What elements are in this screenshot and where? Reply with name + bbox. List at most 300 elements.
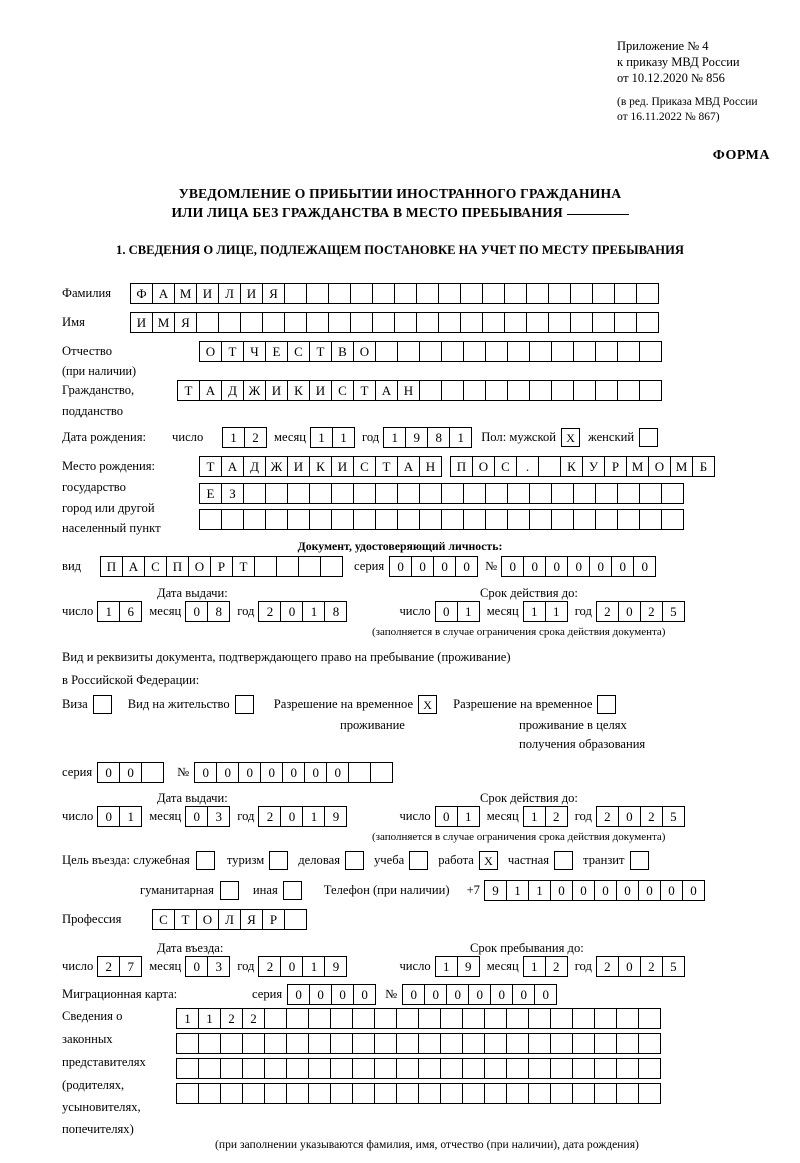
form-cell[interactable] bbox=[352, 1058, 375, 1079]
form-cell[interactable] bbox=[551, 509, 574, 530]
form-cell[interactable]: С bbox=[287, 341, 310, 362]
form-cell[interactable]: 1 bbox=[523, 956, 546, 977]
form-cell[interactable] bbox=[551, 380, 574, 401]
form-cell[interactable]: 5 bbox=[662, 601, 685, 622]
form-cell[interactable]: 5 bbox=[662, 806, 685, 827]
form-cell[interactable]: Я bbox=[262, 283, 285, 304]
form-cell[interactable] bbox=[308, 1008, 331, 1029]
purpose-work-checkbox[interactable]: X bbox=[479, 851, 498, 870]
birth-month-input[interactable] bbox=[310, 427, 354, 448]
form-cell[interactable] bbox=[572, 1008, 595, 1029]
form-cell[interactable] bbox=[538, 456, 561, 477]
form-cell[interactable]: 1 bbox=[310, 427, 333, 448]
form-cell[interactable] bbox=[506, 1033, 529, 1054]
form-cell[interactable]: 2 bbox=[545, 806, 568, 827]
form-cell[interactable] bbox=[462, 1083, 485, 1104]
form-cell[interactable] bbox=[592, 283, 615, 304]
stay-number-input[interactable] bbox=[194, 762, 392, 783]
form-cell[interactable]: О bbox=[472, 456, 495, 477]
form-cell[interactable]: 0 bbox=[424, 984, 447, 1005]
form-cell[interactable] bbox=[529, 341, 552, 362]
form-cell[interactable] bbox=[374, 1083, 397, 1104]
form-cell[interactable] bbox=[221, 509, 244, 530]
form-cell[interactable] bbox=[397, 483, 420, 504]
form-cell[interactable] bbox=[614, 312, 637, 333]
form-cell[interactable] bbox=[482, 283, 505, 304]
form-cell[interactable]: 0 bbox=[618, 601, 641, 622]
form-cell[interactable]: 2 bbox=[220, 1008, 243, 1029]
form-cell[interactable] bbox=[308, 1083, 331, 1104]
form-cell[interactable] bbox=[394, 312, 417, 333]
temp-residence-checkbox[interactable]: X bbox=[418, 695, 437, 714]
form-cell[interactable] bbox=[507, 509, 530, 530]
form-cell[interactable]: 0 bbox=[238, 762, 261, 783]
form-cell[interactable] bbox=[550, 1033, 573, 1054]
form-cell[interactable] bbox=[595, 509, 618, 530]
form-cell[interactable]: А bbox=[221, 456, 244, 477]
form-cell[interactable] bbox=[328, 283, 351, 304]
form-cell[interactable] bbox=[661, 483, 684, 504]
form-cell[interactable] bbox=[463, 341, 486, 362]
form-cell[interactable] bbox=[484, 1083, 507, 1104]
phone-input[interactable] bbox=[484, 880, 704, 901]
form-cell[interactable] bbox=[616, 1033, 639, 1054]
form-cell[interactable] bbox=[462, 1033, 485, 1054]
form-cell[interactable] bbox=[419, 509, 442, 530]
form-cell[interactable] bbox=[309, 483, 332, 504]
doc-issue-month-input[interactable] bbox=[185, 601, 229, 622]
form-cell[interactable]: Т bbox=[232, 556, 255, 577]
form-cell[interactable]: 0 bbox=[97, 806, 120, 827]
form-cell[interactable]: 6 bbox=[119, 601, 142, 622]
form-cell[interactable]: 0 bbox=[389, 556, 412, 577]
form-cell[interactable] bbox=[298, 556, 321, 577]
form-cell[interactable]: 2 bbox=[97, 956, 120, 977]
form-cell[interactable]: 0 bbox=[611, 556, 634, 577]
form-cell[interactable] bbox=[573, 483, 596, 504]
form-cell[interactable] bbox=[638, 1033, 661, 1054]
form-cell[interactable] bbox=[438, 283, 461, 304]
form-cell[interactable]: К bbox=[560, 456, 583, 477]
form-cell[interactable]: О bbox=[648, 456, 671, 477]
form-cell[interactable]: О bbox=[199, 341, 222, 362]
form-cell[interactable] bbox=[328, 312, 351, 333]
form-cell[interactable]: И bbox=[265, 380, 288, 401]
form-cell[interactable]: М bbox=[626, 456, 649, 477]
form-cell[interactable] bbox=[572, 1033, 595, 1054]
form-cell[interactable] bbox=[264, 1083, 287, 1104]
form-cell[interactable] bbox=[309, 509, 332, 530]
form-cell[interactable] bbox=[396, 1008, 419, 1029]
form-cell[interactable]: В bbox=[331, 341, 354, 362]
form-cell[interactable]: П bbox=[166, 556, 189, 577]
patronymic-input[interactable] bbox=[199, 341, 661, 362]
form-cell[interactable]: 0 bbox=[435, 601, 458, 622]
form-cell[interactable]: У bbox=[582, 456, 605, 477]
purpose-business-checkbox[interactable] bbox=[345, 851, 364, 870]
form-cell[interactable]: Ч bbox=[243, 341, 266, 362]
form-cell[interactable] bbox=[330, 1008, 353, 1029]
form-cell[interactable]: Е bbox=[265, 341, 288, 362]
form-cell[interactable] bbox=[441, 483, 464, 504]
form-cell[interactable] bbox=[485, 341, 508, 362]
form-cell[interactable] bbox=[548, 312, 571, 333]
migration-number-input[interactable] bbox=[402, 984, 556, 1005]
form-cell[interactable]: 0 bbox=[523, 556, 546, 577]
legal-input-row2[interactable] bbox=[176, 1033, 660, 1054]
form-cell[interactable]: С bbox=[144, 556, 167, 577]
form-cell[interactable] bbox=[286, 1033, 309, 1054]
form-cell[interactable] bbox=[176, 1083, 199, 1104]
form-cell[interactable] bbox=[529, 380, 552, 401]
form-cell[interactable] bbox=[243, 483, 266, 504]
form-cell[interactable]: П bbox=[100, 556, 123, 577]
doc-valid-day-input[interactable] bbox=[435, 601, 479, 622]
form-cell[interactable] bbox=[507, 341, 530, 362]
doc-valid-month-input[interactable] bbox=[523, 601, 567, 622]
form-cell[interactable]: Д bbox=[243, 456, 266, 477]
form-cell[interactable]: 0 bbox=[682, 880, 705, 901]
form-cell[interactable]: 9 bbox=[457, 956, 480, 977]
form-cell[interactable]: 0 bbox=[331, 984, 354, 1005]
form-cell[interactable]: 3 bbox=[207, 956, 230, 977]
form-cell[interactable]: И bbox=[240, 283, 263, 304]
form-cell[interactable]: А bbox=[375, 380, 398, 401]
form-cell[interactable] bbox=[242, 1083, 265, 1104]
purpose-transit-checkbox[interactable] bbox=[630, 851, 649, 870]
form-cell[interactable]: 0 bbox=[633, 556, 656, 577]
form-cell[interactable]: 0 bbox=[512, 984, 535, 1005]
form-cell[interactable] bbox=[198, 1083, 221, 1104]
form-cell[interactable]: 1 bbox=[457, 601, 480, 622]
form-cell[interactable]: Р bbox=[604, 456, 627, 477]
form-cell[interactable] bbox=[440, 1058, 463, 1079]
stay-until-day-input[interactable] bbox=[435, 956, 479, 977]
form-cell[interactable] bbox=[418, 1033, 441, 1054]
form-cell[interactable]: 0 bbox=[435, 806, 458, 827]
form-cell[interactable]: Я bbox=[174, 312, 197, 333]
form-cell[interactable]: 0 bbox=[446, 984, 469, 1005]
form-cell[interactable]: И bbox=[309, 380, 332, 401]
form-cell[interactable]: 0 bbox=[455, 556, 478, 577]
form-cell[interactable] bbox=[320, 556, 343, 577]
sex-male-checkbox[interactable]: X bbox=[561, 428, 580, 447]
form-cell[interactable]: 0 bbox=[411, 556, 434, 577]
form-cell[interactable]: 5 bbox=[662, 956, 685, 977]
purpose-study-checkbox[interactable] bbox=[409, 851, 428, 870]
form-cell[interactable] bbox=[243, 509, 266, 530]
form-cell[interactable] bbox=[331, 509, 354, 530]
form-cell[interactable]: 2 bbox=[596, 806, 619, 827]
form-cell[interactable]: 7 bbox=[119, 956, 142, 977]
form-cell[interactable]: 0 bbox=[185, 601, 208, 622]
stay-valid-year-input[interactable] bbox=[596, 806, 684, 827]
form-cell[interactable]: 2 bbox=[242, 1008, 265, 1029]
form-cell[interactable] bbox=[463, 509, 486, 530]
form-cell[interactable]: 0 bbox=[326, 762, 349, 783]
form-cell[interactable]: С bbox=[353, 456, 376, 477]
entry-day-input[interactable] bbox=[97, 956, 141, 977]
form-cell[interactable]: Д bbox=[221, 380, 244, 401]
form-cell[interactable] bbox=[460, 312, 483, 333]
form-cell[interactable] bbox=[198, 1033, 221, 1054]
form-cell[interactable] bbox=[636, 283, 659, 304]
form-cell[interactable] bbox=[264, 1058, 287, 1079]
form-cell[interactable]: Т bbox=[174, 909, 197, 930]
form-cell[interactable] bbox=[240, 312, 263, 333]
form-cell[interactable] bbox=[330, 1083, 353, 1104]
form-cell[interactable] bbox=[594, 1008, 617, 1029]
form-cell[interactable] bbox=[419, 380, 442, 401]
form-cell[interactable]: М bbox=[670, 456, 693, 477]
form-cell[interactable] bbox=[276, 556, 299, 577]
form-cell[interactable]: К bbox=[287, 380, 310, 401]
form-cell[interactable]: 0 bbox=[468, 984, 491, 1005]
form-cell[interactable] bbox=[639, 380, 662, 401]
form-cell[interactable] bbox=[308, 1033, 331, 1054]
form-cell[interactable] bbox=[419, 483, 442, 504]
form-cell[interactable] bbox=[254, 556, 277, 577]
form-cell[interactable]: 0 bbox=[660, 880, 683, 901]
form-cell[interactable]: 2 bbox=[640, 806, 663, 827]
form-cell[interactable]: И bbox=[130, 312, 153, 333]
form-cell[interactable]: С bbox=[331, 380, 354, 401]
stay-series-input[interactable] bbox=[97, 762, 163, 783]
form-cell[interactable] bbox=[308, 1058, 331, 1079]
form-cell[interactable] bbox=[352, 1083, 375, 1104]
stay-until-month-input[interactable] bbox=[523, 956, 567, 977]
form-cell[interactable] bbox=[375, 509, 398, 530]
form-cell[interactable]: 0 bbox=[589, 556, 612, 577]
form-cell[interactable]: 9 bbox=[324, 806, 347, 827]
form-cell[interactable] bbox=[286, 1008, 309, 1029]
form-cell[interactable] bbox=[306, 283, 329, 304]
form-cell[interactable]: 8 bbox=[324, 601, 347, 622]
form-cell[interactable] bbox=[441, 509, 464, 530]
form-cell[interactable] bbox=[507, 483, 530, 504]
form-cell[interactable] bbox=[528, 1033, 551, 1054]
form-cell[interactable] bbox=[595, 483, 618, 504]
form-cell[interactable]: Т bbox=[353, 380, 376, 401]
purpose-private-checkbox[interactable] bbox=[554, 851, 573, 870]
form-cell[interactable]: 1 bbox=[435, 956, 458, 977]
form-cell[interactable]: 0 bbox=[194, 762, 217, 783]
form-cell[interactable] bbox=[639, 341, 662, 362]
form-cell[interactable] bbox=[331, 483, 354, 504]
form-cell[interactable] bbox=[141, 762, 164, 783]
edu-residence-checkbox[interactable] bbox=[597, 695, 616, 714]
form-cell[interactable]: 2 bbox=[258, 806, 281, 827]
form-cell[interactable] bbox=[441, 380, 464, 401]
form-cell[interactable]: О bbox=[196, 909, 219, 930]
form-cell[interactable] bbox=[264, 1008, 287, 1029]
form-cell[interactable]: 0 bbox=[282, 762, 305, 783]
form-cell[interactable] bbox=[594, 1083, 617, 1104]
form-cell[interactable] bbox=[617, 380, 640, 401]
form-cell[interactable] bbox=[352, 1008, 375, 1029]
legal-input-row4[interactable] bbox=[176, 1083, 660, 1104]
form-cell[interactable] bbox=[548, 283, 571, 304]
form-cell[interactable]: 8 bbox=[427, 427, 450, 448]
form-cell[interactable]: 1 bbox=[528, 880, 551, 901]
form-cell[interactable] bbox=[614, 283, 637, 304]
form-cell[interactable] bbox=[440, 1083, 463, 1104]
form-cell[interactable] bbox=[350, 312, 373, 333]
form-cell[interactable] bbox=[396, 1083, 419, 1104]
form-cell[interactable]: 9 bbox=[405, 427, 428, 448]
form-cell[interactable] bbox=[504, 283, 527, 304]
form-cell[interactable] bbox=[507, 380, 530, 401]
form-cell[interactable]: Б bbox=[692, 456, 715, 477]
residence-permit-checkbox[interactable] bbox=[235, 695, 254, 714]
form-cell[interactable] bbox=[638, 1008, 661, 1029]
doc-kind-input[interactable] bbox=[100, 556, 342, 577]
form-cell[interactable] bbox=[617, 483, 640, 504]
form-cell[interactable] bbox=[196, 312, 219, 333]
form-cell[interactable] bbox=[460, 283, 483, 304]
profession-input[interactable] bbox=[152, 909, 306, 930]
form-cell[interactable]: О bbox=[353, 341, 376, 362]
form-cell[interactable]: 0 bbox=[550, 880, 573, 901]
form-cell[interactable]: М bbox=[152, 312, 175, 333]
form-cell[interactable]: 0 bbox=[287, 984, 310, 1005]
stay-issue-year-input[interactable] bbox=[258, 806, 346, 827]
form-cell[interactable]: Р bbox=[262, 909, 285, 930]
form-cell[interactable] bbox=[218, 312, 241, 333]
form-cell[interactable] bbox=[529, 509, 552, 530]
form-cell[interactable]: 0 bbox=[280, 806, 303, 827]
form-cell[interactable] bbox=[638, 1083, 661, 1104]
form-cell[interactable]: 9 bbox=[324, 956, 347, 977]
form-cell[interactable]: Т bbox=[177, 380, 200, 401]
form-cell[interactable] bbox=[572, 1058, 595, 1079]
form-cell[interactable] bbox=[485, 509, 508, 530]
doc-series-input[interactable] bbox=[389, 556, 477, 577]
form-cell[interactable] bbox=[616, 1083, 639, 1104]
form-cell[interactable] bbox=[639, 509, 662, 530]
form-cell[interactable] bbox=[265, 509, 288, 530]
form-cell[interactable]: 1 bbox=[302, 601, 325, 622]
purpose-humanitarian-checkbox[interactable] bbox=[220, 881, 239, 900]
birth-state-input[interactable] bbox=[199, 456, 441, 477]
migration-series-input[interactable] bbox=[287, 984, 375, 1005]
form-cell[interactable] bbox=[504, 312, 527, 333]
birth-city-input-row2[interactable] bbox=[199, 483, 683, 504]
form-cell[interactable] bbox=[616, 1008, 639, 1029]
form-cell[interactable]: С bbox=[152, 909, 175, 930]
form-cell[interactable]: 0 bbox=[618, 806, 641, 827]
form-cell[interactable] bbox=[353, 509, 376, 530]
form-cell[interactable]: 1 bbox=[222, 427, 245, 448]
form-cell[interactable]: 1 bbox=[523, 601, 546, 622]
form-cell[interactable] bbox=[396, 1058, 419, 1079]
doc-issue-day-input[interactable] bbox=[97, 601, 141, 622]
form-cell[interactable] bbox=[484, 1008, 507, 1029]
form-cell[interactable] bbox=[485, 483, 508, 504]
form-cell[interactable]: 0 bbox=[567, 556, 590, 577]
form-cell[interactable]: Н bbox=[397, 380, 420, 401]
form-cell[interactable] bbox=[438, 312, 461, 333]
form-cell[interactable] bbox=[286, 1058, 309, 1079]
form-cell[interactable]: Т bbox=[199, 456, 222, 477]
form-cell[interactable]: М bbox=[174, 283, 197, 304]
form-cell[interactable] bbox=[418, 1083, 441, 1104]
form-cell[interactable] bbox=[572, 1083, 595, 1104]
form-cell[interactable] bbox=[595, 380, 618, 401]
form-cell[interactable]: 0 bbox=[638, 880, 661, 901]
form-cell[interactable] bbox=[573, 509, 596, 530]
stay-issue-day-input[interactable] bbox=[97, 806, 141, 827]
form-cell[interactable]: Ж bbox=[265, 456, 288, 477]
form-cell[interactable]: 1 bbox=[506, 880, 529, 901]
form-cell[interactable]: 0 bbox=[433, 556, 456, 577]
doc-number-input[interactable] bbox=[501, 556, 655, 577]
form-cell[interactable] bbox=[262, 312, 285, 333]
form-cell[interactable]: 0 bbox=[545, 556, 568, 577]
form-cell[interactable] bbox=[528, 1058, 551, 1079]
birth-day-input[interactable] bbox=[222, 427, 266, 448]
form-cell[interactable]: Т bbox=[309, 341, 332, 362]
form-cell[interactable]: 0 bbox=[490, 984, 513, 1005]
form-cell[interactable]: Т bbox=[221, 341, 244, 362]
form-cell[interactable] bbox=[352, 1033, 375, 1054]
form-cell[interactable] bbox=[616, 1058, 639, 1079]
form-cell[interactable] bbox=[419, 341, 442, 362]
form-cell[interactable] bbox=[617, 341, 640, 362]
form-cell[interactable] bbox=[374, 1033, 397, 1054]
form-cell[interactable]: А bbox=[397, 456, 420, 477]
citizenship-input[interactable] bbox=[177, 380, 661, 401]
form-cell[interactable] bbox=[264, 1033, 287, 1054]
form-cell[interactable]: С bbox=[494, 456, 517, 477]
form-cell[interactable]: 2 bbox=[244, 427, 267, 448]
form-cell[interactable] bbox=[441, 341, 464, 362]
form-cell[interactable]: 3 bbox=[207, 806, 230, 827]
form-cell[interactable]: А bbox=[122, 556, 145, 577]
form-cell[interactable] bbox=[284, 283, 307, 304]
form-cell[interactable] bbox=[462, 1008, 485, 1029]
form-cell[interactable] bbox=[573, 341, 596, 362]
form-cell[interactable]: 1 bbox=[302, 806, 325, 827]
form-cell[interactable]: 1 bbox=[119, 806, 142, 827]
form-cell[interactable] bbox=[284, 909, 307, 930]
birth-city-input-row3[interactable] bbox=[199, 509, 683, 530]
form-cell[interactable] bbox=[485, 380, 508, 401]
form-cell[interactable]: Ж bbox=[243, 380, 266, 401]
doc-issue-year-input[interactable] bbox=[258, 601, 346, 622]
form-cell[interactable] bbox=[506, 1058, 529, 1079]
form-cell[interactable] bbox=[396, 1033, 419, 1054]
form-cell[interactable] bbox=[375, 483, 398, 504]
form-cell[interactable]: Т bbox=[375, 456, 398, 477]
form-cell[interactable]: Н bbox=[419, 456, 442, 477]
form-cell[interactable]: 1 bbox=[545, 601, 568, 622]
form-cell[interactable]: 0 bbox=[594, 880, 617, 901]
form-cell[interactable] bbox=[482, 312, 505, 333]
form-cell[interactable] bbox=[397, 341, 420, 362]
form-cell[interactable] bbox=[242, 1033, 265, 1054]
form-cell[interactable] bbox=[550, 1008, 573, 1029]
form-cell[interactable] bbox=[394, 283, 417, 304]
form-cell[interactable]: 0 bbox=[618, 956, 641, 977]
form-cell[interactable]: 1 bbox=[332, 427, 355, 448]
form-cell[interactable]: 1 bbox=[383, 427, 406, 448]
form-cell[interactable]: 0 bbox=[309, 984, 332, 1005]
purpose-other-checkbox[interactable] bbox=[283, 881, 302, 900]
form-cell[interactable]: 2 bbox=[640, 601, 663, 622]
form-cell[interactable] bbox=[484, 1058, 507, 1079]
form-cell[interactable]: 0 bbox=[185, 806, 208, 827]
